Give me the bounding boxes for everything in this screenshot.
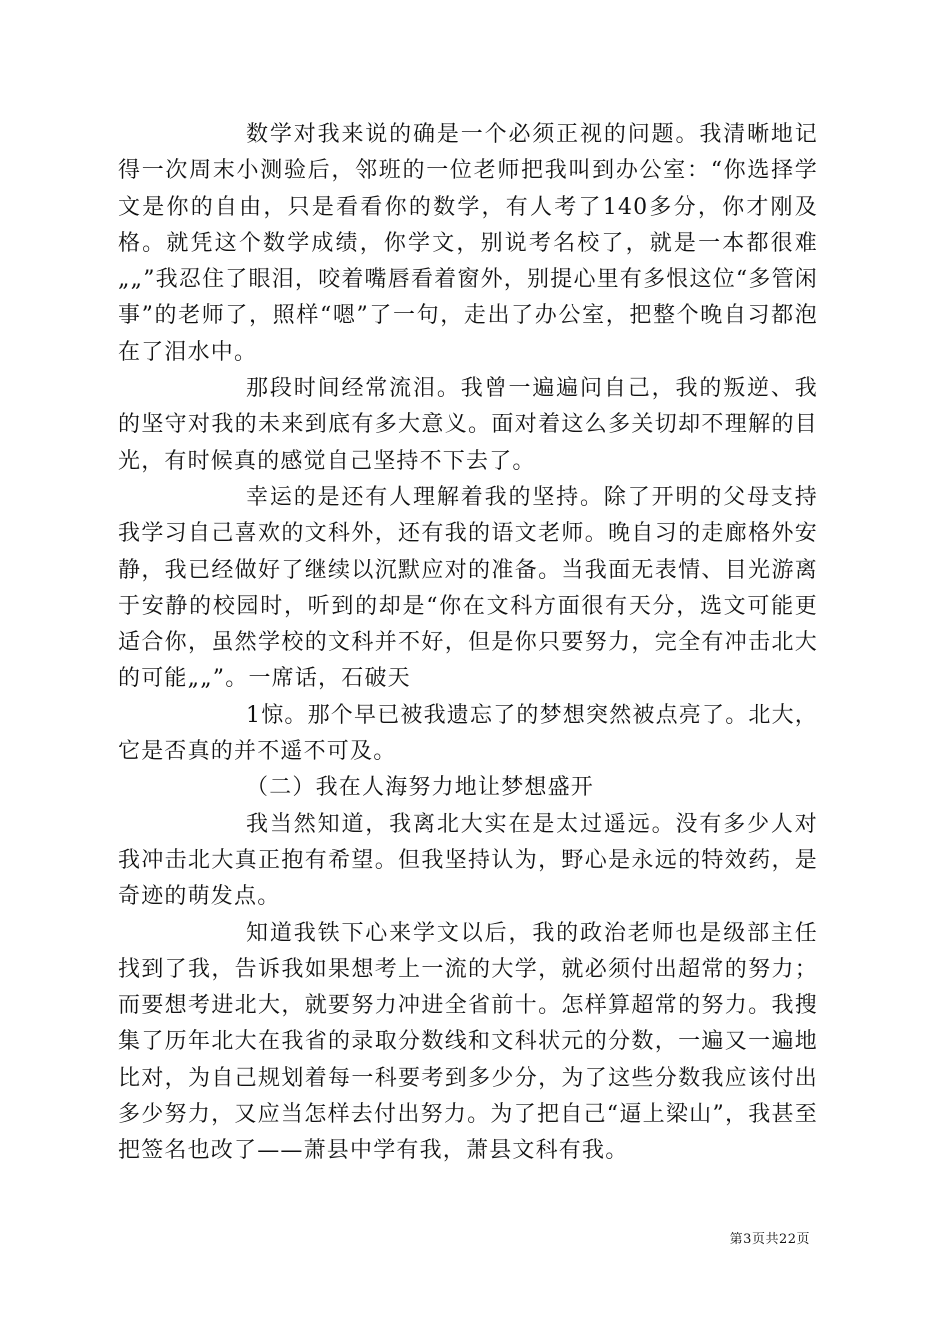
page-number-footer: 第3页共22页 bbox=[729, 1232, 810, 1247]
paragraph-understanding: 幸运的是还有人理解着我的坚持。除了开明的父母支持我学习自己喜欢的文科外，还有我的语文老师。晚自习的走廊格外安静，我已经做好了继续以沉默应对的准备。当我面无表情、目光游离于安静的校园时，听到的却是“你在文科方面很有天分，选文可能更适合你，虽然学校的文科并不好，但是你只要努力，完全有冲击北大的可能„„”。一席话，石破天 bbox=[118, 484, 818, 692]
section-heading: （二）我在人海努力地让梦想盛开 bbox=[246, 775, 595, 801]
paragraph-dream-lit: 1惊。那个早已被我遗忘了的梦想突然被点亮了。北大，它是否真的并不遥不可及。 bbox=[118, 702, 818, 765]
document-body bbox=[118, 117, 818, 1170]
paragraph-effort-plan: 知道我铁下心来学文以后，我的政治老师也是级部主任找到了我，告诉我如果想考上一流的大学，就必须付出超常的努力；而要想考进北大，就要努力冲进全省前十。怎样算超常的努力。我搜集了历年北大在我省的录取分数线和文科状元的分数，一遍又一遍地比对，为自己规划着每一科要考到多少分，为了这些分数我应该付出多少努力，又应当怎样去付出努力。为了把自己“逼上梁山”，我甚至把签名也改了——萧县中学有我，萧县文科有我。 bbox=[118, 920, 818, 1164]
paragraph-ambition: 我当然知道，我离北大实在是太过遥远。没有多少人对我冲击北大真正抱有希望。但我坚持认为，野心是永远的特效药，是奇迹的萌发点。 bbox=[118, 811, 818, 910]
paragraph-tears: 那段时间经常流泪。我曾一遍遍问自己，我的叛逆、我的坚守对我的未来到底有多大意义。面对着这么多关切却不理解的目光，有时候真的感觉自己坚持不下去了。 bbox=[118, 376, 818, 474]
paragraph-math-problem: 数学对我来说的确是一个必须正视的问题。我清晰地记得一次周末小测验后，邻班的一位老师把我叫到办公室：“你选择学文是你的自由，只是看看你的数学，有人考了140多分，你才刚及格。就凭这个数学成绩，你学文，别说考名校了，就是一本都很难„„”我忍住了眼泪，咬着嘴唇看着窗外，别提心里有多恨这位“多管闲事”的老师了，照样“嗯”了一句，走出了办公室，把整个晚自习都泡在了泪水中。 bbox=[118, 122, 818, 365]
